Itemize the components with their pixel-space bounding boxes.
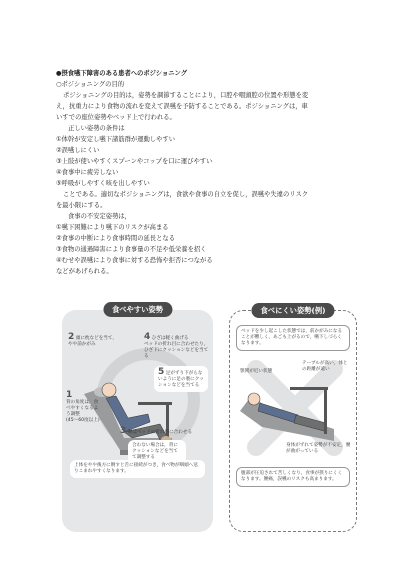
subheading-purpose: ○ポジショニングの目的 <box>56 81 125 88</box>
list-item: ④むせや誤嚥により食事に対する恐怖や拒否につながる <box>56 257 213 264</box>
document-body <box>56 68 366 277</box>
list-item: ⑤呼吸がしやすく咳を出しやすい <box>56 180 150 187</box>
list-item: ②誤嚥しにくい <box>56 147 100 154</box>
bad-posture-footer: 腹部が圧迫されて苦しくなり，食事が摂りにくくなります。腰痛，誤嚥のリスクも高まります。 <box>236 467 350 487</box>
paragraph-line: いすでの座位姿勢やベッド上で行われる。 <box>56 114 176 121</box>
annotation-2: 2 頭に枕などを当て，やや前かがみ <box>68 332 117 347</box>
paragraph-line: を最小限にする。 <box>56 202 107 209</box>
label-chin-close: 顎関が近い状態 <box>240 369 273 374</box>
bad-posture-description: ベッドを少し起こした状態では，前かがみになることが難しく，あごも上がるので，嚥下しづらくなります。 <box>236 325 350 351</box>
list-item: ①嚥下困難により嚥下のリスクが高まる <box>56 224 169 231</box>
person-head <box>248 393 260 405</box>
list-item: ②食事の中断により食事時間の延長となる <box>56 235 175 242</box>
good-posture-footer: 上体をやや後方に倒すと舌に接続がつき，食べ物が咽頭へ送りこまれやすくなります。 <box>70 460 205 478</box>
annotation-1: 1 背の角度は，食べやすくなるよう調整 (45〜60度以上) <box>66 390 100 423</box>
overbed-table <box>290 387 328 390</box>
overbed-table <box>138 402 172 405</box>
annotation-3-note: 合わない場合は，背にクッションなどを当てて調整する <box>128 440 186 464</box>
paragraph-line: え，抗重力により食物の流れを変えて誤嚥を予防することである。ポジショニングは，車 <box>56 103 308 110</box>
bad-posture-panel <box>229 306 357 532</box>
good-posture-title: 食べやすい姿勢 <box>103 302 172 317</box>
list-item: ③上肢が使いやすくスプーンやコップを口に運びやすい <box>56 158 213 165</box>
closing-line: などがあげられる。 <box>56 268 113 275</box>
annotation-4: 4 ひざは軽く曲げる ベッドの折れ目に合わせたり，ひざ下にクッションなどを当てる <box>144 332 209 359</box>
label-body-slipping: 身体がずれて姿勢が不安定，腰が曲がっている <box>286 443 351 454</box>
person-head <box>102 383 116 397</box>
list-item: ③食物の通過障害により食事量の不足や低栄養を招く <box>56 246 207 253</box>
paragraph-line: ことである。適切なポジショニングは，食欲や食事の自立を促し，誤嚥や失違のリスク <box>63 191 309 198</box>
bad-posture-title: 食べにくい姿勢(例) <box>251 303 334 318</box>
label-table-high: テーブルが高い，体との距離が遠い <box>302 361 348 372</box>
list-item: ①体幹が安定し嚥下諸筋群が運動しやすい <box>56 136 175 143</box>
paragraph-line: ポジショニングの目的は，姿勢を調節することにより，口腔や咽頭腔の位置や形態を変 <box>63 92 309 99</box>
conditions-intro: 正しい姿勢の条件は <box>68 125 125 132</box>
section-heading: ●摂食嚥下障害のある患者へのポジショニング <box>56 70 188 77</box>
instability-intro: 食事の不安定姿勢は， <box>68 213 131 220</box>
annotation-5: 5 足がずり下がらないように足の裏にクッションなどを当てる <box>154 366 208 392</box>
annotation-3: 3 腰はベッドの折れ目に合わせる <box>120 426 193 436</box>
list-item: ④食事中に疲労しない <box>56 169 119 176</box>
good-posture-panel <box>62 305 213 532</box>
